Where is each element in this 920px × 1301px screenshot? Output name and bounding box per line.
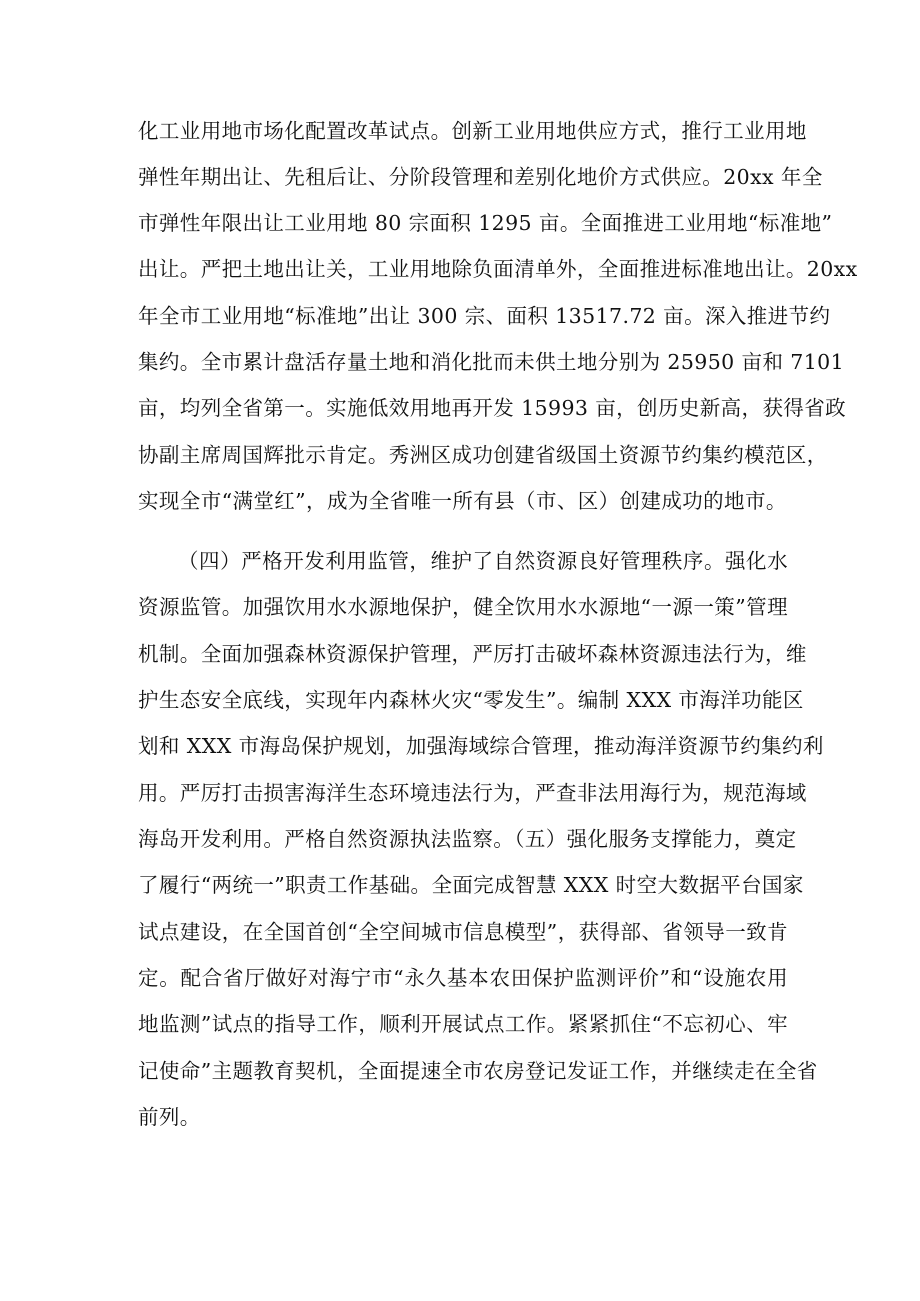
paragraph-2-line: 海岛开发利用。严格自然资源执法监察。（五）强化服务支撑能力，奠定	[138, 827, 797, 851]
paragraph-2-line: 护生态安全底线，实现年内森林火灾“零发生”。编制 XXX 市海洋功能区	[138, 688, 804, 712]
paragraph-1-line: 年全市工业用地“标准地”出让 300 宗、面积 13517.72 亩。深入推进节约	[138, 304, 831, 328]
paragraph-2-line: 记使命”主题教育契机，全面提速全市农房登记发证工作，并继续走在全省	[138, 1059, 818, 1083]
paragraph-2-line: （四）严格开发利用监管，维护了自然资源良好管理秩序。强化水	[178, 549, 788, 573]
paragraph-2-line: 试点建设，在全国首创“全空间城市信息模型”，获得部、省领导一致肯	[138, 920, 788, 944]
paragraph-1-line: 出让。严把土地出让关，工业用地除负面清单外，全面推进标准地出让。20xx	[138, 257, 858, 281]
paragraph-1-line: 化工业用地市场化配置改革试点。创新工业用地供应方式，推行工业用地	[138, 119, 807, 143]
paragraph-2-line: 定。配合省厅做好对海宁市“永久基本农田保护监测评价”和“设施农用	[138, 966, 788, 990]
paragraph-1-line: 亩，均列全省第一。实施低效用地再开发 15993 亩，创历史新高，获得省政	[138, 396, 847, 420]
paragraph-2-line: 了履行“两统一”职责工作基础。全面完成智慧 XXX 时空大数据平台国家	[138, 873, 804, 897]
paragraph-1-line: 弹性年期出让、先租后让、分阶段管理和差别化地价方式供应。20xx 年全	[138, 165, 823, 189]
paragraph-1-line: 集约。全市累计盘活存量土地和消化批而未供土地分别为 25950 亩和 7101	[138, 350, 845, 374]
paragraph-2-line: 资源监管。加强饮用水水源地保护，健全饮用水水源地“一源一策”管理	[138, 595, 788, 619]
paragraph-2-line: 地监测”试点的指导工作，顺利开展试点工作。紧紧抓住“不忘初心、牢	[138, 1012, 788, 1036]
paragraph-2-line: 前列。	[138, 1105, 201, 1129]
paragraph-2-line: 机制。全面加强森林资源保护管理，严厉打击破坏森林资源违法行为，维	[138, 642, 807, 666]
paragraph-2-line: 划和 XXX 市海岛保护规划，加强海域综合管理，推动海洋资源节约集约利	[138, 734, 824, 758]
paragraph-2-line: 用。严厉打击损害海洋生态环境违法行为，严查非法用海行为，规范海域	[138, 781, 807, 805]
paragraph-1-line: 市弹性年限出让工业用地 80 宗面积 1295 亩。全面推进工业用地“标准地”	[138, 211, 833, 235]
paragraph-1-line: 实现全市“满堂红”，成为全省唯一所有县（市、区）创建成功的地市。	[138, 489, 787, 513]
paragraph-1-line: 协副主席周国辉批示肯定。秀洲区成功创建省级国土资源节约集约模范区，	[138, 443, 828, 467]
